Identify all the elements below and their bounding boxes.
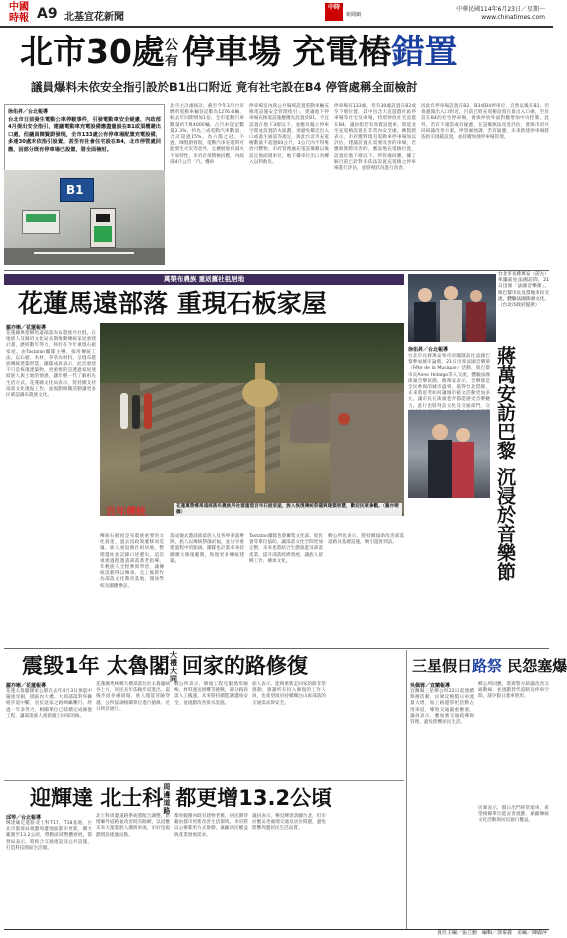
headline-gongyou: 公有 xyxy=(164,37,178,69)
sanxing-headline: 三星假日路祭 民怨塞爆 xyxy=(412,657,567,675)
section-title: 北基宜花新聞 xyxy=(64,12,124,23)
ntpark-byline: 邱琴／台北報導 xyxy=(6,815,42,821)
logo: 中國 時報 xyxy=(9,2,29,24)
hualien-col-3: 落成儀式邀請部落族人及各界來賓參與，族人以傳統祭儀祈福，並分享重建過程中的點滴。團隊也計畫未來持續擴大修復範圍，恢復更多傳統建築。 xyxy=(170,534,244,564)
sanxing-col-3: 民眾表示，假日出門經常塞車，希望相關單位能妥善規劃，兼顧傳統文化活動與居民通行權益。 xyxy=(478,806,549,824)
lead-photo: B1 xyxy=(4,170,165,265)
page-number: A9 xyxy=(37,6,58,22)
sanxing-col-1: 宜蘭縣三星鄉公所22日起連續舉辦活動，民眾反映假日車流量大增，加上路邊祭祀活動占用車道，導致交通嚴重壅塞。議員表示，應加強交通疏導與管理，避免影響居民生活。 xyxy=(410,689,474,726)
paris-photo-caption: 台北市長蔣萬安（前左）率團前往法國訪問，21日出席「法國音樂節」，與巴黎市長及當地市民交流，體驗法國街頭文化。（台北市政府提供） xyxy=(498,272,549,309)
hualien-col-4: Tastalan團隊也會籌集文化部、原民會等單位協助，讓部落文化空間更加完整，未來也將結合生態旅遊及部落產業，提升部落經濟發展，讓族人留鄉工作、傳承文化。 xyxy=(249,534,323,564)
hualien-col-1: 花蓮縣萬榮鄉馬遠部落為布農族丹社群，在地族人及縣府文化局長期推動傳統家屋重建計畫，歷經數年努力，終於在今年重現石板家屋。由Tastalan團隊主導，採用傳統工法，以石板、木材、茅草為材料，呈現布農族傳統建築智慧。團隊成員表示，此次重建不只是恢復建築物，更重要的是透過家屋連結族人與土地的情感，讓年輕一代了解祖先生活方式。花蓮縣文化局表示，將持續支持部落文化復振工作，並規劃相關活動讓更多民眾認識布農族文化。 xyxy=(6,331,96,399)
editor-credits: 責任主編／張立勳 編輯／郭秦義 美編／陳麗萍 xyxy=(436,930,547,936)
paris-vertical-headline: 蔣萬安訪巴黎 沉浸於音樂節 xyxy=(494,346,516,581)
hualien-col-2: 傳統石板屋是布農族重要的文化資產，過去因政策遷移而荒廢。族人重返舊社祖居地，整理遺址並記錄口述歷史。這次重建過程邀請部落耆老指導，年輕族人全程參與學習，讓傳統技藝得以傳承。完工後將作為部落文化教育基地，開放學校及團體參訪。 xyxy=(100,534,164,589)
ntpark-headline: 迎輝達 北士科周邊道路都更增13.2公頃 xyxy=(30,783,333,815)
small-logo-label: 新聞網 xyxy=(346,12,362,18)
issue-date: 中華民國114年6月23日／星期一 xyxy=(456,6,545,13)
masthead xyxy=(0,0,553,28)
ntpark-col-5 xyxy=(330,814,404,927)
ntpark-col-4: 議員表示，樂見輝達落腳台北，但市府應妥善處理交通及居住問題，避免影響周邊居民生活品質。 xyxy=(252,814,326,832)
ntpark-col-3: 都更範圍內既有建物老舊，居民期待藉由都市更新改善生活環境，市府將以公辦都更方式推動，兼顧居民權益與產業發展需求。 xyxy=(174,814,248,838)
taroko-headline: 震毀1年 太魯閣大禮大同回家的路修復 xyxy=(22,651,308,683)
taroko-col-2: 花蓮縣秀林鄉大禮部落位於太魯閣峽谷上方，居民長年依賴步道進出。震後步道多處崩塌，族人僅能冒險穿越，公所協調相關單位進行搶修，近日終於通行。 xyxy=(96,682,170,712)
lead-summary: 台北市日前發生電動公車停駛事件，引發電動車安全疑慮，內政部4月提出安全指引，建議電動車充電設備應盡量設在B1或頂樓避出口處，但議員陳賢蔚發現，全市133處公有停車場配置充電設備，多達30處未依指引設置，甚至有社會住宅設在B4，北市停管處回應，因部分既有停車場已設置，將全面檢討。 xyxy=(8,117,161,153)
headline-emphasis: 錯置 xyxy=(391,32,458,71)
paris-photo-2 xyxy=(408,410,490,498)
photo-tag: 百年傳統 xyxy=(106,507,146,518)
lead-byline: 徐佑昇／台北報導 xyxy=(8,109,49,115)
website-url: www.chinatimes.com xyxy=(481,14,545,21)
lead-col-4: 因此有停車場設置在B2、B3或B4停車位，自然以後在B1，但會避開出入口附近，目前已將充電樁設置在靠出入口處，至於設在B4的社宅停車場，會與停放外面對應增加中央控制，此外，若有不適當或有疑慮，在設備無法改善評估，會與市府共同研議改善方案。停管處強調，若有疑慮，未來新建停車場將依指引規範設置，並持續加強停車場管理。 xyxy=(421,104,549,141)
ntpark-col-2: 北士科周邊道路系統將配合調整，新增聯外道路並改善既有路網，以因應未來大量進駐人潮與車流，市府也規劃增設捷運站點。 xyxy=(96,814,170,838)
sanxing-byline: 吳佩蓉／宜蘭報導 xyxy=(410,683,451,689)
taroko-col-1: 花蓮太魯閣國家公園在去年4月3日強震中嚴重受損，園區內大禮、大同部落對外聯絡步道中斷，居民返家之路崎嶇難行。經過一年多努力，相關單位已陸續完成修復工程，讓部落族人重新踏上回家的路。 xyxy=(6,689,92,719)
hualien-col-5: 鄉公所也表示，將持續協助改善部落道路及基礎設施，吸引遊客到訪。 xyxy=(328,534,404,546)
headline-inset: 大禮大同 xyxy=(169,651,177,683)
headline-emphasis: 路祭 xyxy=(472,657,503,675)
hualien-caption: 花蓮萬榮鄉馬遠部落布農族丹社群重現百年石板家屋，族人恢復傳統祭儀與建築智慧，歡迎民眾參觀。（羅亦晰攝） xyxy=(174,503,402,525)
paris-body: 台北市長蔣萬安率市府團隊前往法國巴黎參加城市論壇，21日出席法國音樂節（Fête de la Musique）活動，與巴黎市長Anne Hidalgo等人交流，體驗法國街頭音樂氛圍。蔣萬安表示，音樂節是全民參與的城市盛事，值得台北借鏡，未來將思考如何讓城市藝文活動更加多元，讓市民在街頭巷弄都能感受音樂魅力。此行也將拜訪文化及交通部門，交 xyxy=(408,354,490,409)
taroko-col-4: 族人表示，能夠重新走回家的路非常感動，感謝所有投入修復的工作人員，也希望政府持續關注山區部落的交通需求與安全。 xyxy=(252,682,326,706)
lead-headline: 北市30處公有 停車場 充電樁錯置 xyxy=(20,32,458,71)
ntpark-col-1: 輝達確定進駐北士科T17、T18基地，台北市都發局規劃周邊地區都市更新，擴大範圍至13.2公頃，帶動區域整體發展。都發局表示，將結合交通建設及公共設施，打造科技園區生活圈。 xyxy=(6,821,92,851)
paris-byline: 徐佑昇／台北報導 xyxy=(408,347,449,353)
hualien-byline: 羅亦晰／花蓮報導 xyxy=(6,325,47,331)
headline-inset: 周邊道路 xyxy=(163,783,171,815)
hualien-kicker: 萬榮布農族 重返舊社祖居地 xyxy=(4,274,404,285)
hualien-photo xyxy=(100,323,404,516)
paris-photo xyxy=(408,274,496,342)
hualien-headline: 花蓮馬遠部落 重現石板家屋 xyxy=(18,289,327,318)
lead-col-2: 停車場室內與公共場域設置電動車輛充換電設施安全管理指引」，建議地下停車場充換電設施應優先設置於B1，不宜設置在地下3層以下，並應為獨立停車空間並設置防火區劃，須避免鄰近出入口或逃生通道等規定，與此台北市充電樁數量不超過60公尺，3公尺內不得堆放可燃物。市府管理處充電設備數以後設定地面層車位，地下樓車位出口為轉入以利救災。 xyxy=(249,104,329,165)
lead-col-1: 北市主計處統計，截至今年3月台市燃料電動車輛登記數為1276.6輛，較去年同期增加1倍，全市電動汽車數量約7萬4000輛，占汽車登記數量2.3%，約為三成電動汽車數量，合計超過15%，為六都之冠。不過，陳賢蔚發現，電動汽車充電時可能發生火災等意外，且擴展地有減火不易特性，市府必須積極因應，內政部4月公告「汽、機車 xyxy=(170,104,244,165)
taroko-col-3: 鄉公所表示，修復工程克服地形險峻、材料運送困難等挑戰，部分路段需人工搬運。未來將持續監測邊坡安全，並規劃改善排水設施。 xyxy=(174,682,248,706)
small-logo: 中時 xyxy=(325,3,343,21)
lead-col-3: 停車場有133處，但有30處設置在B2或至下層位置，其中包含大直遊戲社區停車場等社宅及車場，特別停放社宅設置在B4，議員指若有真實設置車，將延北宅充電樁設置在非常內安全處。陳賢蔚表示，市府應對現有電動車停車場加以評估，建議設置在需要改善的車場，若應與實際改善的，應設地充電樁位置，設置於地下層以下。停管處回應，據了解目前已針對未依法設置充電樁之停車場進行評估，並將視狀況進行改善。 xyxy=(334,104,416,172)
sanxing-col-2: 鄉公所回應，將與警方研議改善交通動線，並規劃替代道路及停車空間，減少假日塞車情形。 xyxy=(478,682,549,700)
taroko-col-5 xyxy=(330,682,404,777)
lead-subhead: 議員爆料未依安全指引設於B1出口附近 竟有社宅設在B4 停管處稱全面檢討 xyxy=(31,80,418,94)
taroko-byline: 羅亦晰／花蓮報導 xyxy=(6,683,47,689)
